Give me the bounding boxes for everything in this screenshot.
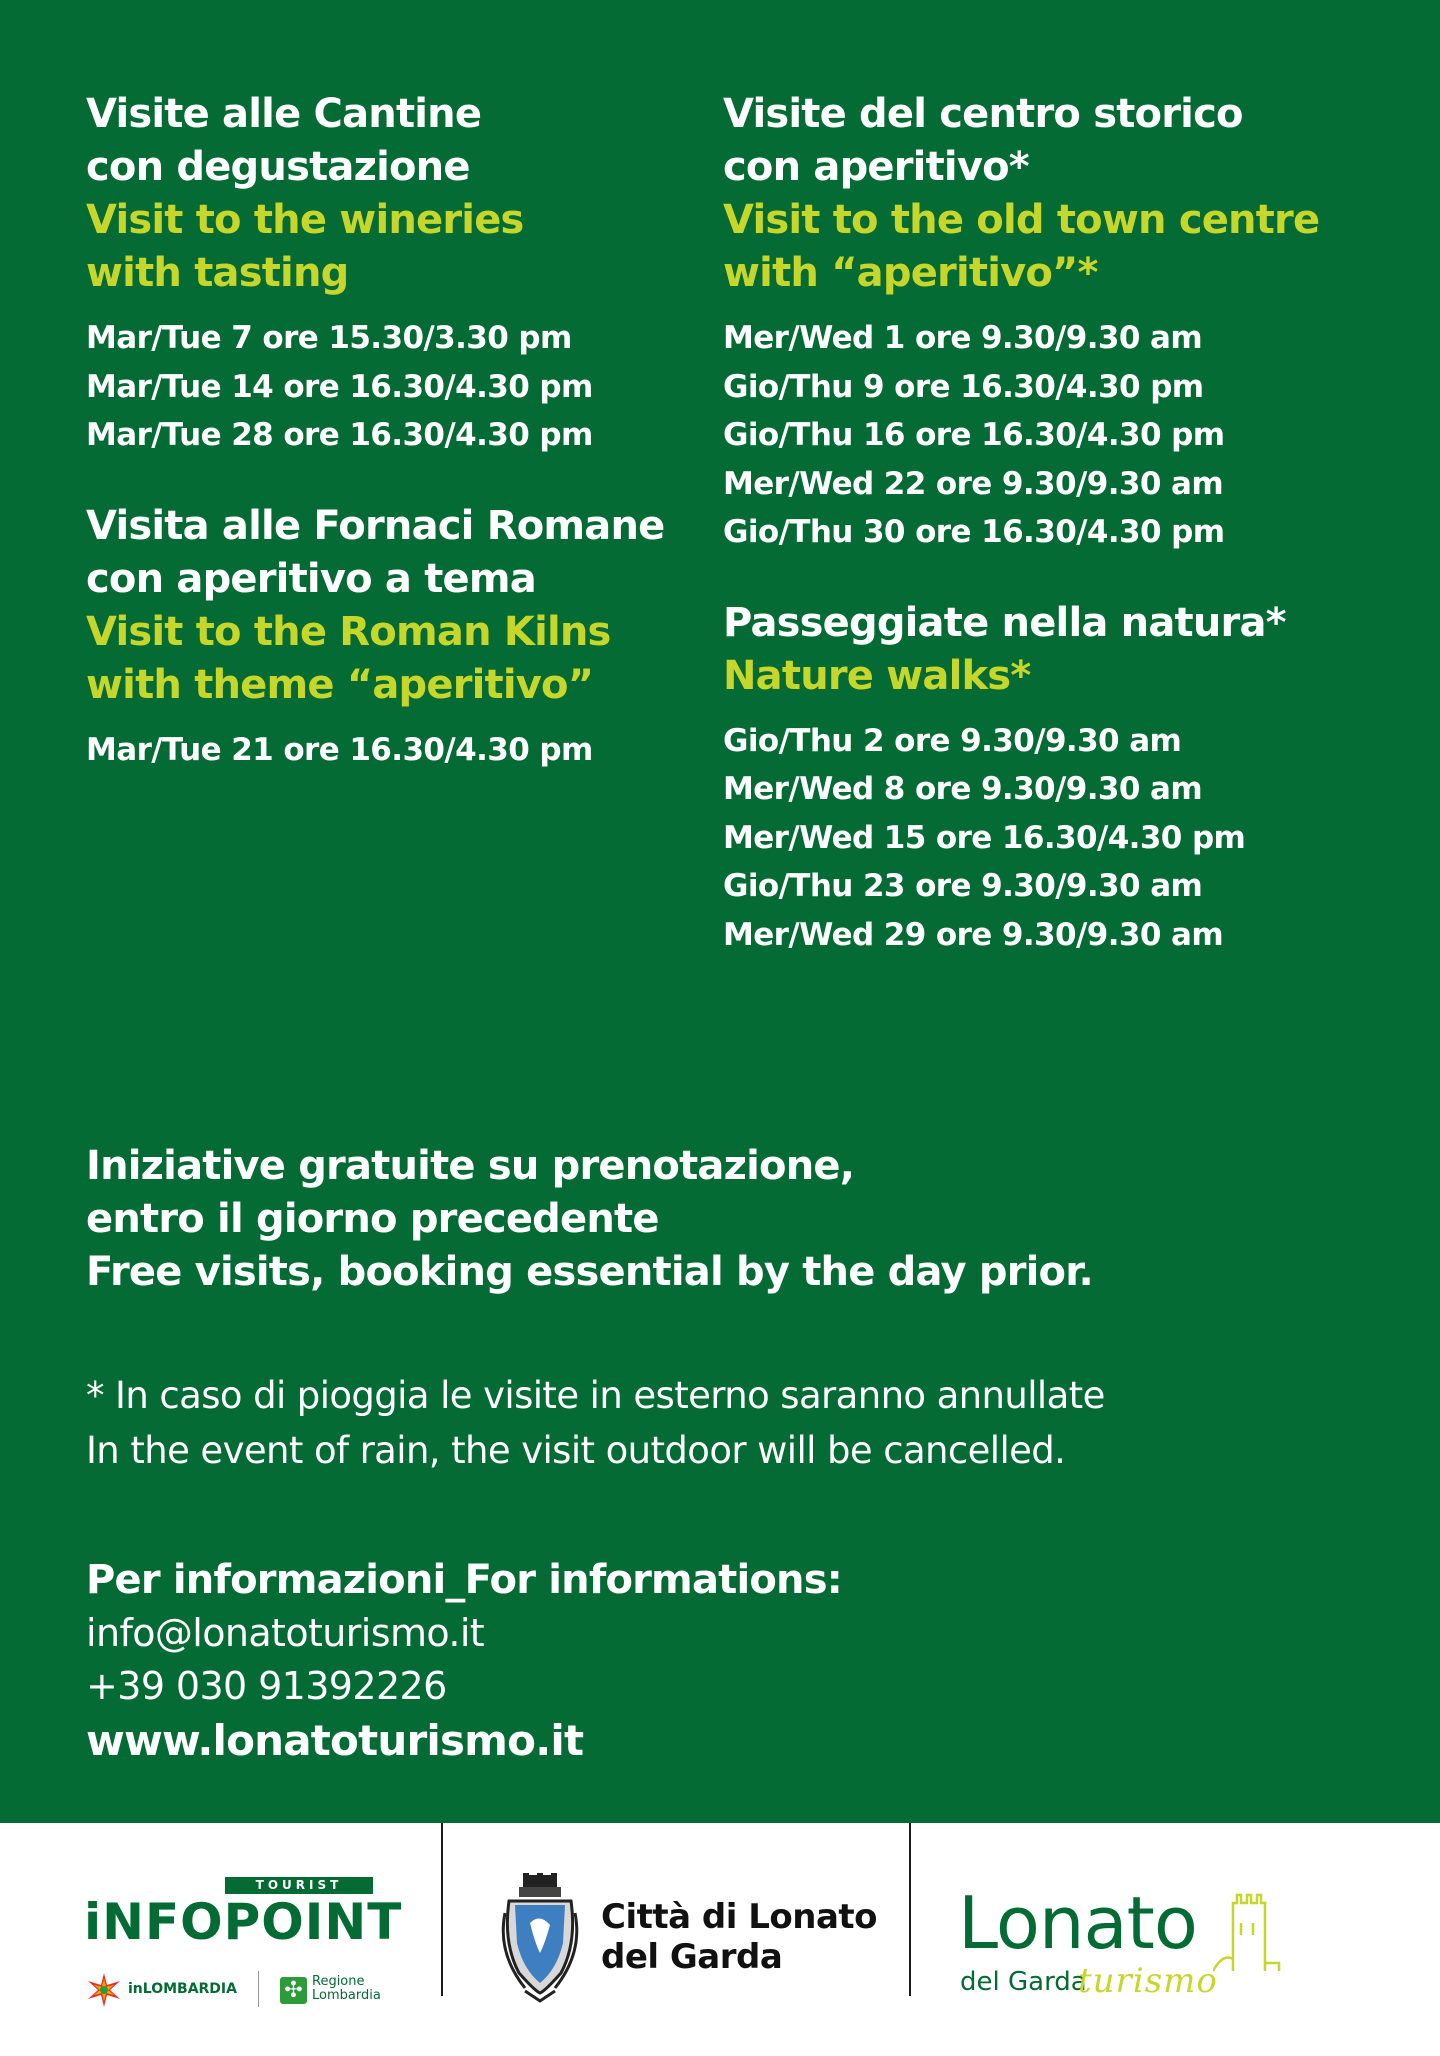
tourist-label: TOURIST — [225, 1877, 373, 1894]
date-list — [86, 726, 686, 775]
inlombardia-text: inLOMBARDIA — [128, 1981, 237, 1997]
date-item: Gio/Thu 30 ore 16.30/4.30 pm — [723, 514, 1225, 550]
date-item: Gio/Thu 9 ore 16.30/4.30 pm — [723, 368, 1204, 405]
booking-line: Iniziative gratuite su prenotazione, — [86, 1143, 855, 1189]
date-item: Mer/Wed 22 ore 9.30/9.30 am — [723, 465, 1224, 502]
section-wineries — [86, 88, 686, 460]
inlombardia-star-icon — [84, 1971, 124, 2009]
section-title-en: with tasting — [86, 250, 349, 296]
left-column — [86, 88, 686, 814]
date-item: Mer/Wed 1 ore 9.30/9.30 am — [723, 320, 1203, 356]
castle-icon — [1213, 1883, 1283, 1973]
rain-line: In the event of rain, the visit outdoor will be cancelled. — [86, 1429, 1066, 1472]
right-column — [723, 88, 1403, 999]
booking-notice — [86, 1140, 1386, 1299]
contact-heading: Per informazioni_For informations: — [86, 1557, 842, 1603]
section-title-it: Visita alle Fornaci Romane — [86, 502, 665, 549]
contact-email[interactable]: info@lonatoturismo.it — [86, 1611, 485, 1655]
contact-info — [86, 1553, 1086, 1769]
regione-cross-icon: ✣ — [280, 1977, 307, 2004]
date-list — [86, 314, 686, 460]
citta-line: Città di Lonato — [601, 1897, 878, 1937]
section-title-en: Visit to the Roman Kilns — [86, 608, 611, 655]
date-item: Mar/Tue 28 ore 16.30/4.30 pm — [86, 417, 593, 453]
section-title-it: Visite alle Cantine — [86, 91, 482, 137]
lonato-turismo-logo — [958, 1883, 1298, 2023]
contact-website[interactable]: www.lonatoturismo.it — [86, 1716, 584, 1765]
citta-lonato-logo — [495, 1873, 878, 2013]
section-nature-walks — [723, 597, 1403, 960]
citta-line: del Garda — [601, 1937, 783, 1977]
section-title-it: con aperitivo a tema — [86, 555, 536, 602]
crest-icon — [495, 1873, 585, 2003]
date-item: Mer/Wed 29 ore 9.30/9.30 am — [723, 916, 1224, 953]
rain-notice — [86, 1368, 1386, 1478]
date-item: Mer/Wed 15 ore 16.30/4.30 pm — [723, 819, 1246, 856]
logo-separator — [258, 1971, 259, 2007]
date-item: Gio/Thu 2 ore 9.30/9.30 am — [723, 722, 1182, 759]
section-roman-kilns — [86, 500, 686, 775]
section-title-it: con aperitivo* — [723, 144, 1029, 190]
footer-divider — [441, 1823, 443, 1996]
date-list — [723, 314, 1403, 557]
date-item: Mar/Tue 21 ore 16.30/4.30 pm — [86, 731, 593, 768]
section-title-it: con degustazione — [86, 144, 470, 190]
regione-line: Lombardia — [312, 1988, 381, 2003]
date-item: Mar/Tue 14 ore 16.30/4.30 pm — [86, 368, 593, 405]
inlombardia-logo — [84, 1969, 394, 2009]
lonato-subtitle: del Garda — [960, 1967, 1087, 1997]
regione-line: Regione — [312, 1974, 365, 1989]
date-item: Mar/Tue 7 ore 15.30/3.30 pm — [86, 320, 572, 356]
booking-line: Free visits, booking essential by the day prior. — [86, 1249, 1093, 1295]
section-title-en: with theme “aperitivo” — [86, 661, 594, 708]
citta-name — [601, 1897, 877, 1977]
date-list — [723, 717, 1403, 960]
booking-line: entro il giorno precedente — [86, 1196, 659, 1242]
contact-phone[interactable]: +39 030 91392226 — [86, 1664, 447, 1708]
section-old-town — [723, 88, 1403, 557]
rain-line: * In caso di pioggia le visite in esterno saranno annullate — [86, 1374, 1105, 1417]
section-title-en: Nature walks* — [723, 652, 1031, 699]
regione-text — [312, 1975, 381, 2003]
date-item: Mer/Wed 8 ore 9.30/9.30 am — [723, 771, 1203, 807]
infopoint-wordmark: iNFOPOINT — [84, 1893, 403, 1951]
date-item: Gio/Thu 16 ore 16.30/4.30 pm — [723, 417, 1225, 453]
section-title-it: Visite del centro storico — [723, 91, 1243, 137]
footer-logos — [0, 1823, 1440, 2056]
footer-divider — [909, 1823, 911, 1996]
section-title-en: Visit to the old town centre — [723, 197, 1320, 243]
section-title-en: Visit to the wineries — [86, 197, 524, 243]
lonato-wordmark: Lonato — [958, 1881, 1197, 1965]
section-title-it: Passeggiate nella natura* — [723, 599, 1286, 646]
date-item: Gio/Thu 23 ore 9.30/9.30 am — [723, 868, 1203, 904]
infopoint-logo — [84, 1877, 403, 2007]
turismo-script: turismo — [1078, 1961, 1218, 2001]
section-title-en: with “aperitivo”* — [723, 250, 1098, 296]
